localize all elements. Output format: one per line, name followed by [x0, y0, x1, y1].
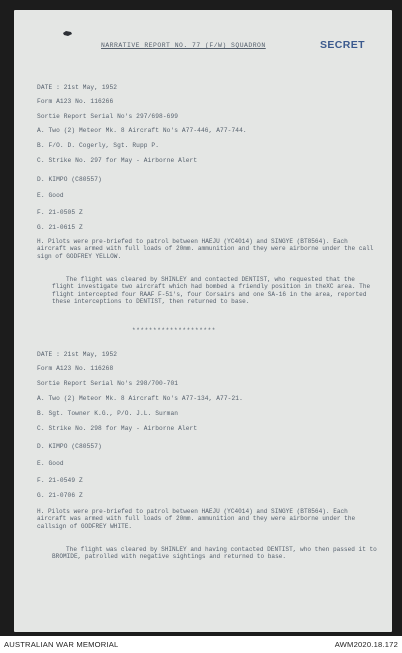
report1-item-f: F. 21-0505 Z: [37, 209, 83, 216]
section-separator: ********************: [132, 327, 217, 334]
report1-sortie: Sortie Report Serial No's 297/698-699: [37, 113, 179, 120]
footer-accession-number: AWM2020.18.172: [334, 640, 398, 649]
report2-form: Form A123 No. 116268: [37, 365, 114, 372]
report1-form: Form A123 No. 116266: [37, 98, 114, 105]
report1-item-h: H. Pilots were pre-briefed to patrol between HAEJU (YC4014) and SINGYE (BT8564). Each aircraft was armed with full loads of 20mm. ammunition and they were airborne under the call sign of GODFREY YELLOW.: [37, 238, 374, 260]
report1-date: DATE : 21st May, 1952: [37, 84, 118, 91]
report2-item-c: C. Strike No. 298 for May - Airborne Alert: [37, 425, 198, 432]
report2-item-f: F. 21-0549 Z: [37, 477, 83, 484]
report1-item-g: G. 21-0615 Z: [37, 224, 83, 231]
report2-item-h: H. Pilots were pre-briefed to patrol between HAEJU (YC4014) and SINGYE (BT8564). Each aircraft was armed with full loads of 20mm. ammunition and they were airborne under the callsign of GODFREY WHITE.: [37, 508, 356, 530]
report1-item-a: A. Two (2) Meteor Mk. 8 Aircraft No's A77-446, A77-744.: [37, 127, 247, 134]
report2-item-g: G. 21-0706 Z: [37, 492, 83, 499]
report2-sortie: Sortie Report Serial No's 298/700-701: [37, 380, 179, 387]
report2-item-a: A. Two (2) Meteor Mk. 8 Aircraft No's A77-134, A77-21.: [37, 395, 243, 402]
classification-stamp: SECRET: [320, 39, 365, 51]
report2-narrative: The flight was cleared by SHINLEY and having contacted DENTIST, who then passed it to BROMIDE, patrolled with negative sightings and returned to base.: [52, 546, 377, 561]
report2-item-b: B. Sgt. Towner K.G., P/O. J.L. Surman: [37, 410, 179, 417]
footer-institution: AUSTRALIAN WAR MEMORIAL: [4, 640, 119, 649]
report1-item-c: C. Strike No. 297 for May - Airborne Alert: [37, 157, 198, 164]
report2-date: DATE : 21st May, 1952: [37, 351, 118, 358]
report1-item-e: E. Good: [37, 192, 64, 199]
ink-blot-mark: [62, 30, 73, 37]
report1-narrative: The flight was cleared by SHINLEY and contacted DENTIST, who requested that the flight investigate two aircraft which had bombed a friendly position in theXC area. The flight intercepted four RAAF F-51's, four Corsairs and one SA-16 in the area, reported these interceptions to DENTIST, then returned to base.: [52, 276, 371, 306]
report2-item-d: D. KIMPO (C80557): [37, 443, 102, 450]
report-title: NARRATIVE REPORT NO. 77 (F/W) SQUADRON: [101, 42, 266, 49]
report2-item-e: E. Good: [37, 460, 64, 467]
report1-item-b: B. F/O. D. Cogerly, Sgt. Rupp P.: [37, 142, 160, 149]
report1-item-d: D. KIMPO (C80557): [37, 176, 102, 183]
